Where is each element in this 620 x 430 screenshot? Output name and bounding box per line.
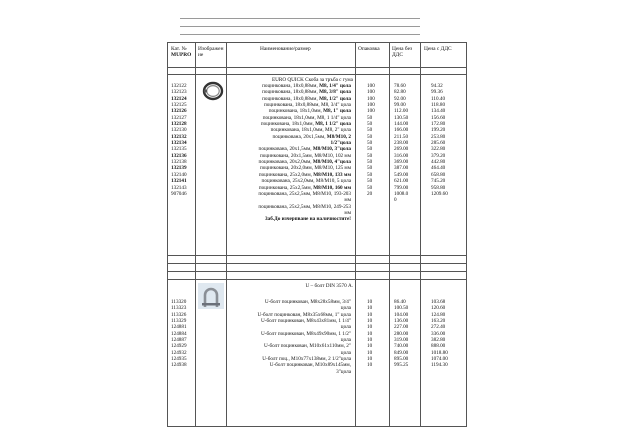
header-price-vat: Цена с ДДС bbox=[424, 46, 452, 52]
price-base: 269.00 bbox=[394, 146, 409, 153]
price-base: 112.00 bbox=[394, 108, 409, 115]
product-code: 132134 bbox=[171, 140, 187, 147]
header-image: Изображение bbox=[198, 46, 224, 58]
section2-price-base bbox=[394, 299, 408, 369]
price-base: 549.00 bbox=[394, 171, 409, 178]
product-code: 132143 bbox=[171, 184, 187, 191]
product-description: U-болт поцинкован, M8x35x68мм, 1" цола bbox=[257, 311, 351, 318]
price-vat: 888.00 bbox=[431, 343, 446, 350]
pack-qty: 10 bbox=[367, 356, 373, 363]
section1-descriptions bbox=[226, 83, 351, 223]
row-divider bbox=[168, 279, 466, 280]
price-vat: 163.20 bbox=[431, 318, 446, 325]
price-vat: 172.80 bbox=[431, 121, 446, 128]
product-code: 132124 bbox=[171, 95, 187, 102]
price-vat: 103.68 bbox=[431, 299, 446, 305]
price-base: 136.00 bbox=[394, 318, 409, 325]
product-code: 132140 bbox=[171, 171, 187, 178]
price-vat: 156.60 bbox=[431, 114, 446, 121]
price-base: 280.00 bbox=[394, 330, 409, 337]
product-code: 132130 bbox=[171, 127, 187, 134]
price-vat: 110.40 bbox=[431, 95, 446, 102]
product-code: 113323 bbox=[171, 305, 187, 312]
product-description: поцинкована, 20x2,0мм, M8/M10, 4"цола bbox=[258, 159, 351, 166]
pack-qty: 10 bbox=[367, 311, 373, 318]
product-code: 132128 bbox=[171, 121, 187, 128]
header-pack: Опаковка bbox=[358, 46, 380, 52]
column-divider bbox=[355, 43, 356, 426]
product-code: 132126 bbox=[171, 108, 187, 115]
row-divider bbox=[168, 263, 466, 264]
product-code: 132139 bbox=[171, 165, 187, 172]
pack-qty: 50 bbox=[367, 152, 373, 159]
price-vat: 124.80 bbox=[431, 311, 446, 318]
product-description: U-болт поцинкован, M8x28x58мм, 3/4" bbox=[264, 299, 351, 305]
product-description: поцинкована, 18x0,88мм, M8, 1/2" цола bbox=[262, 95, 351, 102]
product-description: поцинкована, 20x1,5мм, M8/M10, 2 bbox=[272, 133, 351, 140]
section2-pack bbox=[367, 299, 372, 369]
price-vat: 253.80 bbox=[431, 133, 446, 140]
price-base: 1008.0 bbox=[394, 190, 409, 197]
product-code: 124887 bbox=[171, 337, 187, 344]
price-base: 166.00 bbox=[394, 127, 409, 134]
price-base: 86.40 bbox=[394, 299, 406, 305]
product-code: 124881 bbox=[171, 324, 187, 331]
price-vat: 1074.00 bbox=[431, 356, 448, 363]
brand-label: MUPRO bbox=[171, 52, 192, 58]
product-description: поцинкована, 20x2,0мм, M8/M10, 125 мм bbox=[259, 165, 351, 172]
price-base: 799.00 bbox=[394, 184, 409, 191]
pack-qty: 10 bbox=[367, 324, 373, 331]
section1-codes bbox=[171, 83, 187, 197]
product-description: U-болт поцинкован, M8x49x90мм, 1 1/2" bbox=[261, 330, 351, 337]
clamp-image bbox=[202, 81, 224, 106]
price-vat: 134.40 bbox=[431, 108, 446, 115]
product-description: поцинкована, 18x0,88мм, M8, 1/4" цола bbox=[262, 83, 351, 89]
pack-qty: 10 bbox=[367, 305, 373, 312]
pack-qty: 100 bbox=[367, 102, 375, 109]
product-description: поцинкована, 18x0,88мм, M8, 3/8" цола bbox=[262, 89, 351, 96]
pack-qty: 10 bbox=[367, 330, 373, 337]
price-base: 0 bbox=[394, 197, 397, 204]
product-code: 124935 bbox=[171, 356, 187, 363]
product-description-note: поцинкована, 25x2,5мм, M8/M10, 249-253 bbox=[258, 203, 351, 210]
price-vat: 442.80 bbox=[431, 159, 446, 166]
price-vat: 745.20 bbox=[431, 178, 446, 185]
price-base: 895.00 bbox=[394, 356, 409, 363]
section1-price-vat bbox=[431, 83, 448, 197]
product-description: поцинкована, 25x2,0мм, M8/M10, 133 мм bbox=[258, 171, 351, 178]
header-divider bbox=[168, 67, 466, 68]
product-code: 907046 bbox=[171, 190, 187, 197]
price-table bbox=[167, 42, 467, 427]
product-description-note: мм bbox=[344, 197, 351, 204]
pack-qty: 50 bbox=[367, 133, 373, 140]
product-code: 132138 bbox=[171, 159, 187, 166]
price-vat: 285.60 bbox=[431, 140, 446, 147]
product-description: 1/2"цола bbox=[330, 140, 351, 147]
column-divider bbox=[389, 43, 390, 426]
product-code: 132136 bbox=[171, 152, 187, 159]
pack-qty: 100 bbox=[367, 83, 375, 89]
product-description: U-болт поц., M10x77x138мм, 2 1/2"цола bbox=[262, 356, 351, 363]
price-base: 316.00 bbox=[394, 152, 409, 159]
header-name: Наименование/размер bbox=[260, 46, 311, 52]
price-base: 227.00 bbox=[394, 324, 409, 331]
product-description: цола bbox=[340, 324, 351, 331]
pack-qty: 100 bbox=[367, 89, 375, 96]
price-vat: 1194.30 bbox=[431, 362, 448, 369]
price-base: 99.00 bbox=[394, 102, 406, 109]
top-rule bbox=[180, 26, 420, 27]
product-description-note: мм bbox=[344, 209, 351, 216]
section2-descriptions bbox=[226, 299, 351, 375]
section2-codes bbox=[171, 299, 187, 369]
price-vat: 958.80 bbox=[431, 184, 446, 191]
product-code: 124938 bbox=[171, 362, 187, 369]
product-code: 113320 bbox=[171, 299, 187, 305]
price-base: 238.00 bbox=[394, 140, 409, 147]
product-description: поцинкована, 18x1,0мм, M8, 1 1/2" цола bbox=[260, 121, 351, 128]
header-cat-no: Кат. № MUPRO bbox=[171, 46, 192, 58]
price-vat: 464.40 bbox=[431, 165, 446, 172]
pack-qty: 50 bbox=[367, 127, 373, 134]
column-divider bbox=[420, 43, 421, 426]
pack-qty: 10 bbox=[367, 299, 373, 305]
header-price-base: Цена без ДДС bbox=[392, 46, 413, 58]
pack-qty: 50 bbox=[367, 140, 373, 147]
price-base: 82.80 bbox=[394, 89, 406, 96]
price-vat: 94.32 bbox=[431, 83, 443, 89]
pack-qty: 10 bbox=[367, 349, 373, 356]
product-description-note: Заб.До изчерпване на наличностите! bbox=[264, 216, 351, 223]
price-base: 369.00 bbox=[394, 159, 409, 166]
price-vat: 1018.80 bbox=[431, 349, 448, 356]
pack-qty: 50 bbox=[367, 178, 373, 185]
price-vat: 379.20 bbox=[431, 152, 446, 159]
section2-price-vat bbox=[431, 299, 448, 369]
product-code: 124884 bbox=[171, 330, 187, 337]
pack-qty: 50 bbox=[367, 114, 373, 121]
price-vat: 1209.60 bbox=[431, 190, 448, 197]
product-code: 132141 bbox=[171, 178, 187, 185]
pack-qty: 10 bbox=[367, 362, 373, 369]
product-description: U-болт поцинкован, M10x89x145мм, bbox=[269, 362, 351, 369]
price-vat: 322.80 bbox=[431, 146, 446, 153]
product-description: цола bbox=[340, 337, 351, 344]
pack-qty: 50 bbox=[367, 171, 373, 178]
row-divider bbox=[168, 255, 466, 256]
pack-qty: 50 bbox=[367, 146, 373, 153]
price-vat: 382.80 bbox=[431, 337, 446, 344]
pack-qty: 20 bbox=[367, 190, 373, 197]
pack-qty: 50 bbox=[367, 165, 373, 172]
price-base: 995.25 bbox=[394, 362, 409, 369]
product-code: 132127 bbox=[171, 114, 187, 121]
product-description: U-болт поцинкован, M10x61x110мм, 2" bbox=[263, 343, 351, 350]
product-code: 132123 bbox=[171, 89, 187, 96]
section1-pack bbox=[367, 83, 375, 197]
price-base: 78.60 bbox=[394, 83, 406, 89]
product-code: 132135 bbox=[171, 146, 187, 153]
pack-qty: 100 bbox=[367, 95, 375, 102]
price-base: 849.00 bbox=[394, 349, 409, 356]
product-description: поцинкована, 25x2,5мм, M8/M10, 193-203 bbox=[258, 190, 351, 197]
section1-price-base bbox=[394, 83, 408, 204]
product-description-note: 3"цола bbox=[336, 368, 351, 375]
top-rule bbox=[180, 18, 420, 19]
price-vat: 99.36 bbox=[431, 89, 443, 96]
product-code: 132125 bbox=[171, 102, 187, 109]
price-vat: 658.80 bbox=[431, 171, 446, 178]
price-base: 621.00 bbox=[394, 178, 409, 185]
product-code: 132122 bbox=[171, 83, 187, 89]
column-divider bbox=[195, 43, 196, 426]
product-description: поцинкована, 20x1,5мм, M8/M10, 3"цола bbox=[258, 146, 351, 153]
product-description: поцинкована, 25x2,0мм, M8/M10, 5 цола bbox=[261, 178, 351, 185]
product-code: 113326 bbox=[171, 311, 187, 318]
product-code: 132132 bbox=[171, 133, 187, 140]
product-code: 124932 bbox=[171, 349, 187, 356]
price-base: 387.00 bbox=[394, 165, 409, 172]
price-base: 740.00 bbox=[394, 343, 409, 350]
price-vat: 120.60 bbox=[431, 305, 446, 312]
row-divider bbox=[168, 271, 466, 272]
pack-qty: 10 bbox=[367, 343, 373, 350]
product-description: поцинкована, 18x0,88мм, M8, 3/4" цола bbox=[264, 102, 351, 109]
pack-qty: 50 bbox=[367, 159, 373, 166]
top-rule bbox=[180, 34, 420, 35]
product-code: 113329 bbox=[171, 318, 187, 325]
price-base: 130.50 bbox=[394, 114, 409, 121]
price-vat: 272.40 bbox=[431, 324, 446, 331]
product-description: поцинкована, 18x1,0мм, M8, 2" цола bbox=[270, 127, 351, 134]
product-code: 124929 bbox=[171, 343, 187, 350]
product-description: поцинкована, 18x1,0мм, M8, 1" цола bbox=[268, 108, 351, 115]
product-description: U-болт поцинкован, M8x43x81мм, 1 1/4" bbox=[261, 318, 351, 325]
price-vat: 118.80 bbox=[431, 102, 446, 109]
pack-qty: 100 bbox=[367, 108, 375, 115]
u-bolt-image bbox=[198, 283, 224, 314]
row-divider bbox=[168, 74, 466, 75]
product-description: поцинкована, 20x1,5мм, M8/M10, 102 мм bbox=[259, 152, 351, 159]
pack-qty: 10 bbox=[367, 318, 373, 325]
price-base: 319.00 bbox=[394, 337, 409, 344]
section1-title: EURO QUICK Скоба за тръба с гума bbox=[272, 77, 353, 83]
section2-title: U – болт DIN 3570 А. bbox=[305, 283, 353, 289]
price-base: 144.00 bbox=[394, 121, 409, 128]
price-base: 100.50 bbox=[394, 305, 409, 312]
pack-qty: 10 bbox=[367, 337, 373, 344]
product-description: поцинкована, 25x2,5мм, M8/M10, 160 мм bbox=[258, 184, 351, 191]
price-vat: 336.00 bbox=[431, 330, 446, 337]
price-vat: 199.20 bbox=[431, 127, 446, 134]
price-base: 92.00 bbox=[394, 95, 406, 102]
price-base: 104.00 bbox=[394, 311, 409, 318]
price-base: 211.50 bbox=[394, 133, 409, 140]
product-description: цола bbox=[340, 305, 351, 312]
pack-qty: 50 bbox=[367, 184, 373, 191]
product-description: цола bbox=[340, 349, 351, 356]
pack-qty: 50 bbox=[367, 121, 373, 128]
product-description: поцинкована, 18x1,0мм, M8, 1 1/4" цола bbox=[262, 114, 351, 121]
